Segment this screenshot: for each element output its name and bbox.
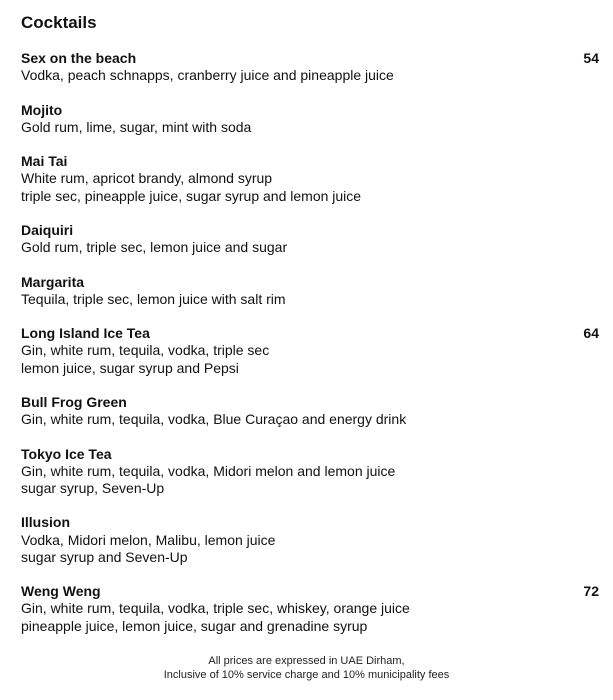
item-description: sugar syrup and Seven-Up — [21, 548, 188, 565]
cocktail-list — [21, 50, 599, 652]
menu-item — [21, 102, 599, 136]
item-name: Weng Weng — [21, 583, 101, 600]
item-price: 72 — [583, 583, 599, 600]
item-name: Bull Frog Green — [21, 393, 127, 410]
item-price: 64 — [583, 325, 599, 342]
menu-item — [21, 50, 599, 84]
menu-item — [21, 394, 599, 428]
menu-item — [21, 325, 599, 377]
menu-item — [21, 274, 599, 308]
item-name: Illusion — [21, 514, 70, 531]
item-description: Gin, white rum, tequila, vodka, Blue Curaçao and energy drink — [21, 411, 407, 428]
item-description: White rum, apricot brandy, almond syrup — [21, 170, 273, 187]
item-name: Long Island Ice Tea — [21, 325, 150, 342]
section-title: Cocktails — [21, 13, 97, 32]
price-note — [0, 654, 613, 682]
item-description: pineapple juice, lemon juice, sugar and grenadine syrup — [21, 617, 368, 634]
price-note-line-1: All prices are expressed in UAE Dirham, — [208, 655, 405, 667]
price-note-line-2: Inclusive of 10% service charge and 10% municipality fees — [163, 669, 450, 681]
menu-item — [21, 514, 599, 566]
item-name: Mai Tai — [21, 153, 68, 170]
item-name: Margarita — [21, 273, 85, 290]
item-description: triple sec, pineapple juice, sugar syrup and lemon juice — [21, 187, 362, 204]
menu-item — [21, 583, 599, 635]
item-description: Vodka, Midori melon, Malibu, lemon juice — [21, 531, 276, 548]
item-description: lemon juice, sugar syrup and Pepsi — [21, 359, 239, 376]
item-description: Gin, white rum, tequila, vodka, triple sec, whiskey, orange juice — [21, 600, 410, 617]
menu-item — [21, 222, 599, 256]
item-description: Gin, white rum, tequila, vodka, Midori melon and lemon juice — [21, 462, 396, 479]
item-description: Vodka, peach schnapps, cranberry juice and pineapple juice — [21, 67, 394, 84]
menu-item — [21, 446, 599, 498]
item-name: Sex on the beach — [21, 50, 137, 66]
item-price: 54 — [583, 50, 599, 66]
item-description: Gold rum, lime, sugar, mint with soda — [21, 118, 252, 135]
item-name: Tokyo Ice Tea — [21, 445, 112, 462]
item-description: Tequila, triple sec, lemon juice with salt rim — [21, 290, 286, 307]
item-description: Gold rum, triple sec, lemon juice and sugar — [21, 239, 288, 256]
item-name: Mojito — [21, 101, 63, 118]
menu-item — [21, 153, 599, 205]
item-description: Gin, white rum, tequila, vodka, triple sec — [21, 342, 270, 359]
item-description: sugar syrup, Seven-Up — [21, 479, 165, 496]
item-name: Daiquiri — [21, 221, 74, 238]
